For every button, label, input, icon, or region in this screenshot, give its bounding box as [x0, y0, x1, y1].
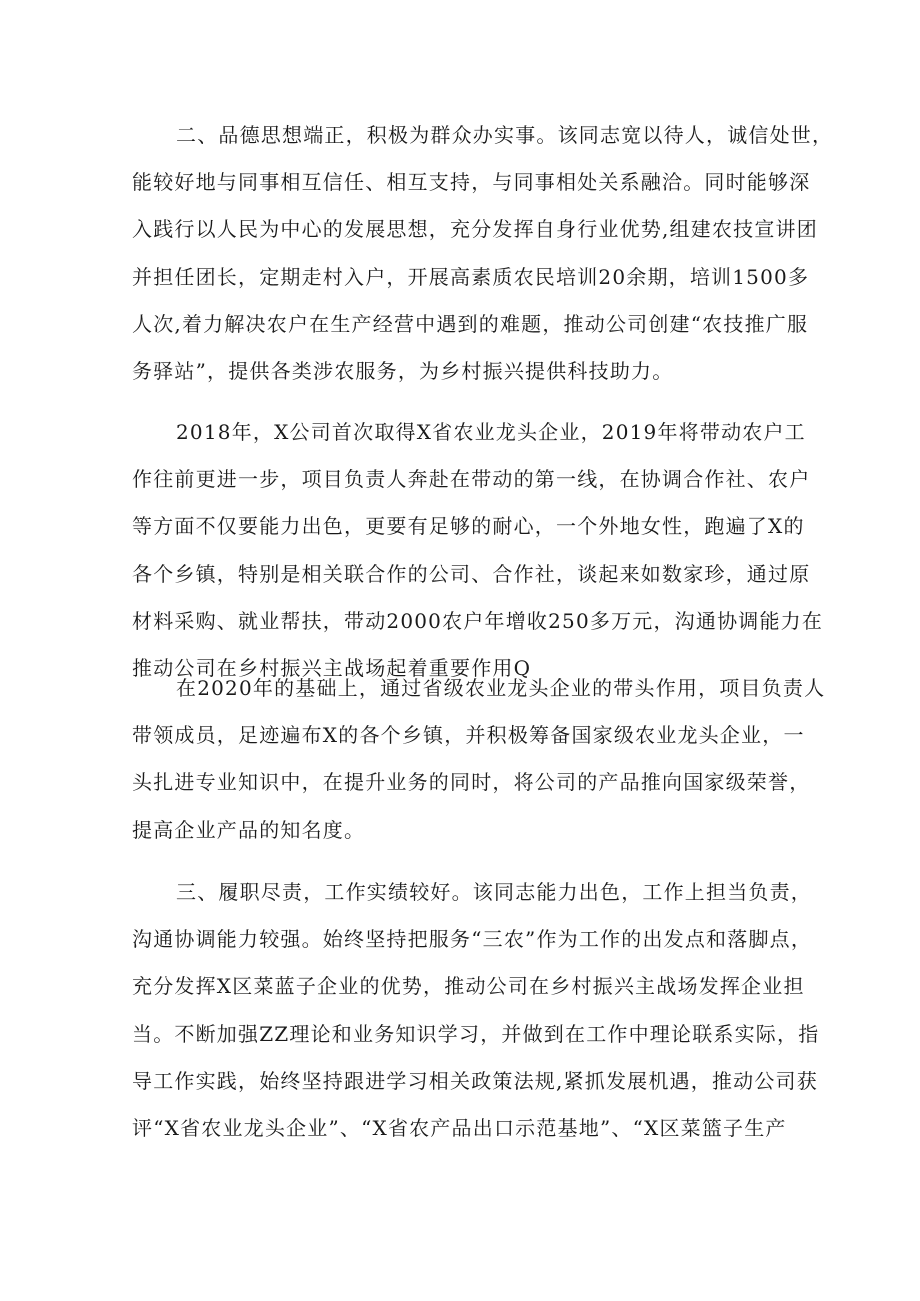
text-line: 提高企业产品的知名度。 [132, 817, 366, 842]
paragraph-virtue [132, 112, 834, 395]
text-line: 带领成员，足迹遍布X的各个乡镇，并积极筹备国家级农业龙头企业，一 [132, 723, 805, 748]
text-line: 能较好地与同事相互信任、相互支持，与同事相处关系融洽。同时能够深 [132, 170, 811, 195]
text-line: 充分发挥X区菜蓝子企业的优势，推动公司在乡村振兴主战场发挥企业担 [132, 974, 805, 999]
text-line: 务驿站”，提供各类涉农服务，为乡村振兴提供科技助力。 [132, 359, 674, 384]
text-line: 评“X省农业龙头企业”、“X省农产品出口示范基地”、“X区菜篮子生产 [132, 1116, 787, 1141]
text-line: 头扎进专业知识中，在提升业务的同时，将公司的产品推向国家级荣誉， [132, 770, 811, 795]
text-line: 材料采购、就业帮扶，带动2000农户年增收250多万元，沟通协调能力在 [132, 608, 824, 633]
paragraph-duty [132, 869, 820, 1152]
text-line: 等方面不仅要能力出色，更要有足够的耐心，一个外地女性，跑遍了X的 [132, 514, 805, 539]
text-line: 导工作实践，始终坚持跟进学习相关政策法规,紧抓发展机遇，推动公司获 [132, 1068, 818, 1093]
text-line: 二、品德思想端正，积极为群众办实事。该同志宽以待人，诚信处世， [176, 123, 834, 147]
paragraph-2018 [132, 409, 824, 692]
text-line: 在2020年的基础上，通过省级农业龙头企业的带头作用，项目负责人 [176, 676, 826, 700]
text-line: 各个乡镇，特别是相关联合作的公司、合作社，谈起来如数家珍，通过原 [132, 561, 811, 586]
text-line: 作往前更进一步，项目负责人奔赴在带动的第一线，在协调合作社、农户 [132, 467, 811, 492]
text-line: 推动公司在乡村振兴主战场起着重要作用Q [132, 656, 532, 681]
text-line: 沟通协调能力较强。始终坚持把服务“三农”作为工作的出发点和落脚点， [132, 927, 813, 952]
text-line: 入践行以人民为中心的发展思想，充分发挥自身行业优势,组建农技宣讲团 [132, 217, 818, 242]
text-line: 人次,着力解决农户在生产经营中遇到的难题，推动公司创建“农技推广服 [132, 311, 809, 336]
text-line: 三、履职尽责，工作实绩较好。该同志能力出色，工作上担当负责， [176, 880, 812, 904]
text-line: 2018年，X公司首次取得X省农业龙头企业，2019年将带动农户工 [176, 420, 806, 444]
text-line: 当。不断加强ZZ理论和业务知识学习，并做到在工作中理论联系实际，指 [132, 1021, 820, 1046]
text-line: 并担任团长，定期走村入户，开展高素质农民培训20余期，培训1500多 [132, 264, 810, 289]
paragraph-2020 [132, 665, 826, 854]
